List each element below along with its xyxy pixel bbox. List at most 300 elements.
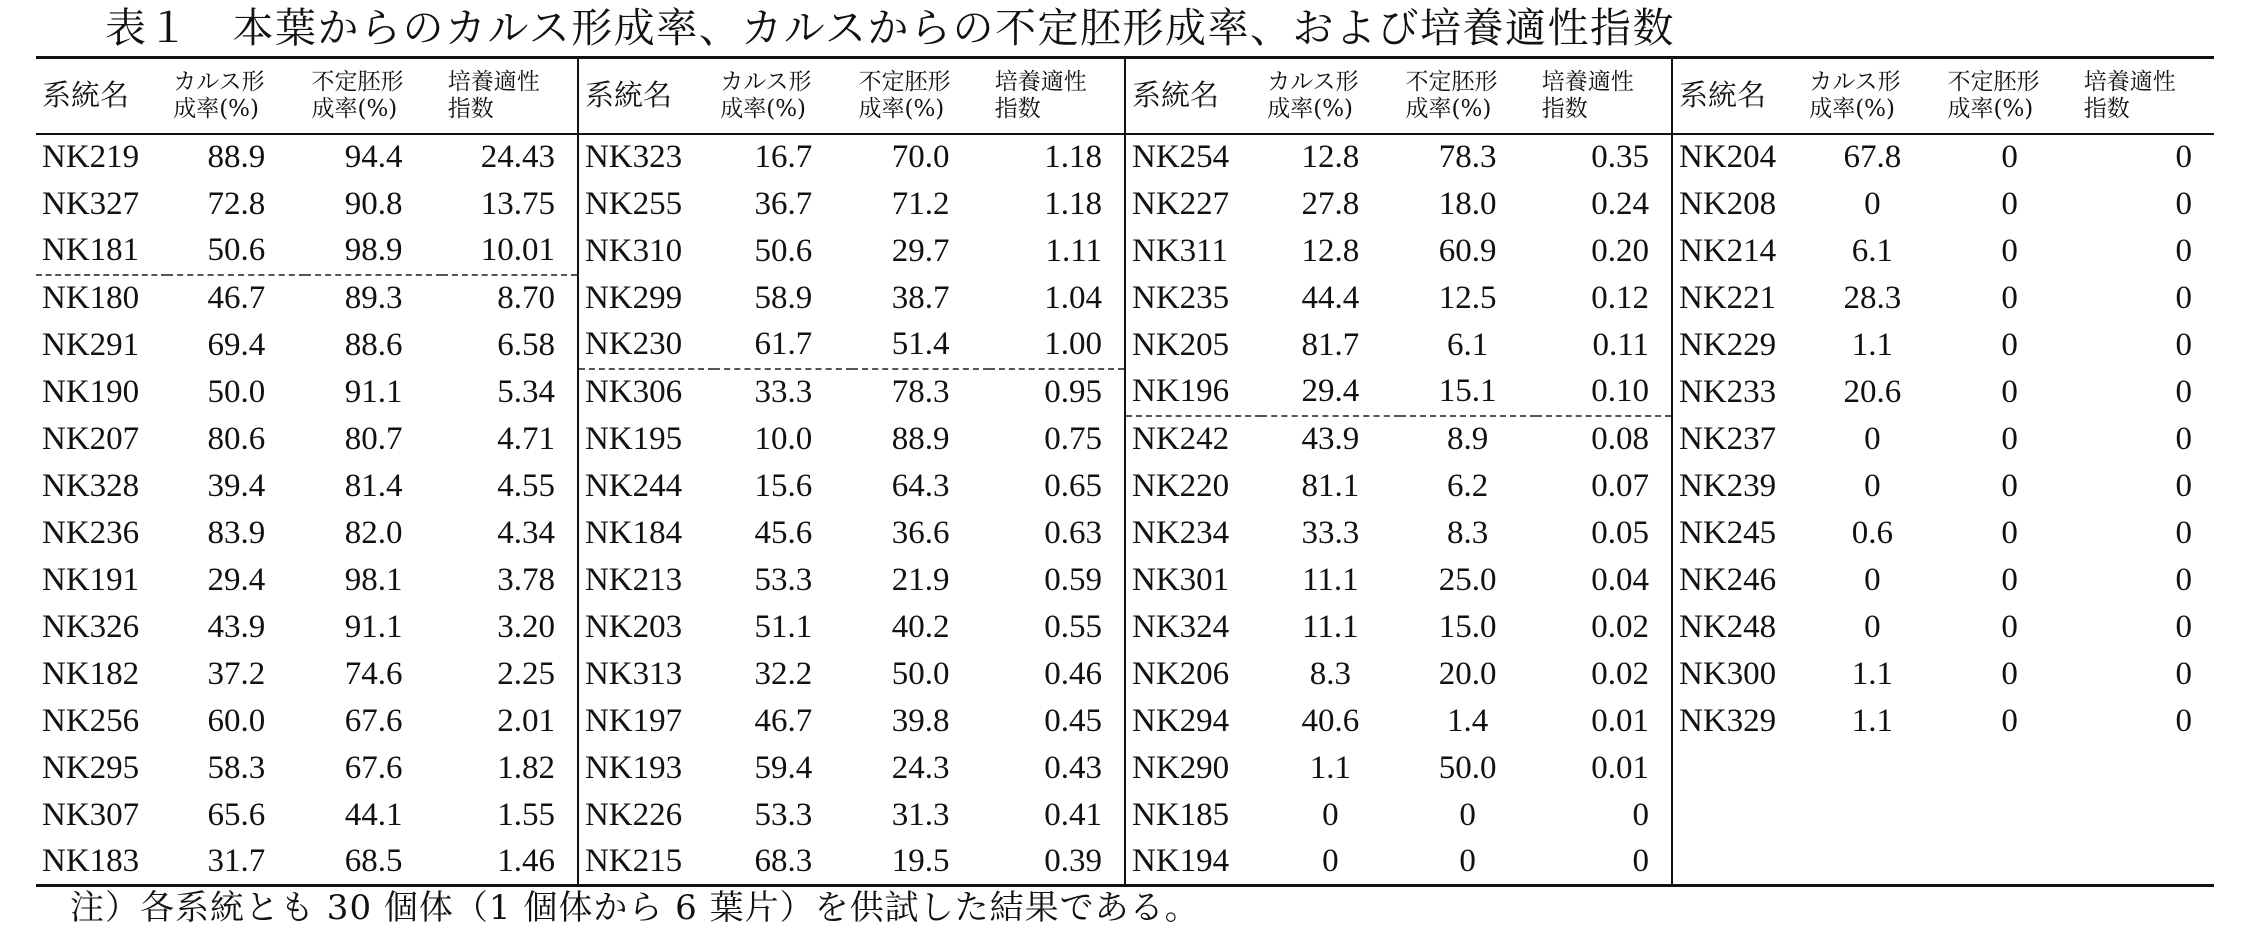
table-row xyxy=(36,369,2214,416)
table-row xyxy=(36,134,2214,181)
header-line-name: 系統名 xyxy=(578,58,714,134)
cell-line-name: NK310 xyxy=(578,228,714,275)
cell-embryo-rate: 31.3 xyxy=(891,796,950,833)
table-row xyxy=(36,463,2214,510)
cell-culture-index: 0.01 xyxy=(1591,749,1649,786)
cell-culture-index: 0 xyxy=(2175,561,2192,598)
cell-callus-rate: 16.7 xyxy=(754,139,813,175)
cell-callus-rate: 29.4 xyxy=(1261,369,1399,416)
cell-embryo-rate: 88.6 xyxy=(344,326,403,363)
cell-embryo-rate: 12.5 xyxy=(1438,279,1497,316)
cell-culture-index: 0.46 xyxy=(1044,655,1102,692)
cell-line-name: NK255 xyxy=(578,181,714,228)
header-culture-index xyxy=(1536,58,1672,134)
cell-line-name: NK290 xyxy=(1125,745,1261,792)
cell-culture-index: 0.02 xyxy=(1591,608,1649,645)
cell-embryo-rate: 25.0 xyxy=(1438,561,1497,598)
cell-culture-index: 0.35 xyxy=(1591,139,1649,175)
cell-callus-rate: 0 xyxy=(1864,420,1881,457)
cell-embryo-rate: 64.3 xyxy=(891,467,950,504)
cell-line-name: NK246 xyxy=(1672,557,1803,604)
table-row xyxy=(36,322,2214,369)
cell-callus-rate: 0 xyxy=(1322,842,1339,879)
cell-callus-rate: 0 xyxy=(1864,608,1881,645)
cell-embryo-rate: 82.0 xyxy=(344,514,403,551)
cell-culture-index: 0.20 xyxy=(1591,232,1649,269)
cell-culture-index: 10.01 xyxy=(442,228,578,275)
header-culture-index-line1: 培養適性 xyxy=(994,68,1087,95)
cell-line-name: NK299 xyxy=(578,275,714,322)
cell-embryo-rate: 98.1 xyxy=(344,561,403,598)
cell-callus-rate: 10.0 xyxy=(754,420,813,457)
cell-line-name: NK229 xyxy=(1672,322,1803,369)
cell-line-name: NK235 xyxy=(1125,275,1261,322)
cell-line-name: NK326 xyxy=(42,608,140,645)
cell-line-name: NK213 xyxy=(578,557,714,604)
cell-embryo-rate: 18.0 xyxy=(1438,185,1497,222)
cell-embryo-rate: 38.7 xyxy=(891,279,950,316)
cell-embryo-rate: 8.3 xyxy=(1447,514,1489,551)
table-row xyxy=(36,745,2214,792)
cell-line-name: NK226 xyxy=(578,792,714,839)
cell-callus-rate: 72.8 xyxy=(207,185,266,222)
cell-line-name: NK324 xyxy=(1125,604,1261,651)
cell-culture-index: 2.25 xyxy=(497,655,555,692)
cell-embryo-rate xyxy=(1941,792,2077,839)
header-line-name: 系統名 xyxy=(1125,58,1261,134)
cell-line-name xyxy=(1672,839,1803,886)
cell-culture-index xyxy=(2078,792,2214,839)
cell-callus-rate: 27.8 xyxy=(1301,185,1360,222)
cell-callus-rate: 51.1 xyxy=(754,608,813,645)
cell-embryo-rate: 67.6 xyxy=(344,749,403,786)
header-culture-index xyxy=(2078,58,2214,134)
cell-line-name: NK183 xyxy=(42,842,140,879)
cell-culture-index: 5.34 xyxy=(497,373,555,410)
header-culture-index xyxy=(989,58,1125,134)
cell-culture-index: 0 xyxy=(2175,655,2192,692)
header-callus-rate-line2: 成率(%) xyxy=(1267,95,1354,122)
table-row xyxy=(36,228,2214,275)
cell-line-name: NK227 xyxy=(1125,181,1261,228)
table-row xyxy=(36,510,2214,557)
cell-culture-index: 0.01 xyxy=(1591,702,1649,739)
cell-culture-index: 4.34 xyxy=(497,514,555,551)
cell-line-name: NK328 xyxy=(42,467,140,504)
cell-line-name: NK203 xyxy=(578,604,714,651)
cell-callus-rate xyxy=(1803,745,1941,792)
cell-culture-index: 0 xyxy=(2175,185,2192,222)
cell-culture-index: 3.20 xyxy=(497,608,555,645)
cell-embryo-rate: 70.0 xyxy=(891,139,950,175)
cell-line-name: NK230 xyxy=(578,322,714,369)
header-callus-rate-line1: カルス形 xyxy=(173,68,265,95)
table-row xyxy=(36,792,2214,839)
cell-line-name: NK191 xyxy=(42,561,140,598)
cell-culture-index: 1.18 xyxy=(1044,139,1102,175)
cell-callus-rate: 39.4 xyxy=(207,467,266,504)
cell-callus-rate: 88.9 xyxy=(207,139,266,175)
cell-embryo-rate: 1.4 xyxy=(1447,702,1489,739)
cell-embryo-rate: 29.7 xyxy=(891,232,950,269)
cell-callus-rate: 1.1 xyxy=(1851,326,1893,363)
cell-culture-index: 0.12 xyxy=(1591,279,1649,316)
cell-embryo-rate: 0 xyxy=(2001,514,2018,551)
cell-embryo-rate: 74.6 xyxy=(344,655,403,692)
cell-culture-index: 0 xyxy=(2175,467,2192,504)
cell-line-name: NK239 xyxy=(1672,463,1803,510)
header-embryo-rate-line1: 不定胚形 xyxy=(311,68,404,95)
cell-callus-rate: 83.9 xyxy=(207,514,266,551)
cell-embryo-rate: 90.8 xyxy=(344,185,403,222)
cell-callus-rate: 11.1 xyxy=(1302,561,1359,598)
table-title: 表１ 本葉からのカルス形成率、カルスからの不定胚形成率、および培養適性指数 xyxy=(105,4,1676,52)
cell-line-name: NK214 xyxy=(1672,228,1803,275)
cell-line-name: NK234 xyxy=(1125,510,1261,557)
table-row xyxy=(36,557,2214,604)
cell-embryo-rate: 94.4 xyxy=(344,139,403,175)
table-row xyxy=(36,416,2214,463)
cell-callus-rate: 0 xyxy=(1864,185,1881,222)
table-row xyxy=(36,275,2214,322)
cell-embryo-rate: 0 xyxy=(2001,373,2018,410)
cell-callus-rate: 28.3 xyxy=(1843,279,1902,316)
cell-culture-index: 0.45 xyxy=(1044,702,1102,739)
cell-callus-rate xyxy=(1803,839,1941,886)
cell-embryo-rate: 8.9 xyxy=(1447,421,1489,457)
cell-culture-index xyxy=(2078,745,2214,792)
cell-callus-rate: 15.6 xyxy=(754,467,813,504)
cell-callus-rate: 65.6 xyxy=(207,796,266,833)
cell-line-name: NK307 xyxy=(42,796,140,833)
header-embryo-rate-line1: 不定胚形 xyxy=(858,68,951,95)
cell-embryo-rate: 60.9 xyxy=(1438,232,1497,269)
cell-culture-index: 0.55 xyxy=(1044,608,1102,645)
cell-embryo-rate: 0 xyxy=(1459,842,1476,879)
cell-embryo-rate: 91.1 xyxy=(344,373,403,410)
cell-culture-index xyxy=(2078,839,2214,886)
cell-callus-rate xyxy=(1803,792,1941,839)
header-culture-index-line2: 指数 xyxy=(994,95,1041,122)
cell-callus-rate: 1.1 xyxy=(1851,702,1893,739)
cell-callus-rate: 12.8 xyxy=(1301,232,1360,269)
cell-embryo-rate: 71.2 xyxy=(891,185,950,222)
header-embryo-rate xyxy=(305,58,441,134)
cell-callus-rate: 33.3 xyxy=(754,374,813,410)
cell-line-name: NK205 xyxy=(1125,322,1261,369)
cell-line-name: NK184 xyxy=(578,510,714,557)
cell-culture-index: 0.75 xyxy=(1044,420,1102,457)
cell-culture-index: 0.41 xyxy=(1044,796,1102,833)
header-line-name: 系統名 xyxy=(42,78,130,113)
cell-callus-rate: 68.3 xyxy=(754,842,813,879)
cell-callus-rate: 50.0 xyxy=(207,373,266,410)
cell-callus-rate: 46.7 xyxy=(754,702,813,739)
cell-callus-rate: 29.4 xyxy=(207,561,266,598)
cell-embryo-rate: 20.0 xyxy=(1438,655,1497,692)
cell-callus-rate: 58.3 xyxy=(207,749,266,786)
cell-embryo-rate: 19.5 xyxy=(891,842,950,879)
cell-callus-rate: 36.7 xyxy=(754,185,813,222)
cell-line-name: NK204 xyxy=(1672,134,1803,181)
cell-culture-index: 0 xyxy=(1632,842,1649,879)
cell-callus-rate: 50.6 xyxy=(754,232,813,269)
cell-line-name: NK190 xyxy=(42,373,140,410)
cell-line-name: NK291 xyxy=(42,326,140,363)
cell-line-name: NK295 xyxy=(42,749,140,786)
cell-embryo-rate: 50.0 xyxy=(891,655,950,692)
cell-embryo-rate: 0 xyxy=(2001,608,2018,645)
header-culture-index-line2: 指数 xyxy=(447,95,494,122)
cell-culture-index: 8.70 xyxy=(497,280,555,316)
cell-callus-rate: 11.1 xyxy=(1302,608,1359,645)
cell-callus-rate: 60.0 xyxy=(207,702,266,739)
cell-culture-index: 6.58 xyxy=(497,326,555,363)
header-embryo-rate-line2: 成率(%) xyxy=(1405,95,1492,122)
cell-callus-rate: 69.4 xyxy=(207,326,266,363)
table-row xyxy=(36,698,2214,745)
cell-callus-rate: 67.8 xyxy=(1843,139,1902,175)
cell-embryo-rate xyxy=(1941,839,2077,886)
cell-culture-index: 0.08 xyxy=(1591,421,1649,457)
cell-culture-index: 3.78 xyxy=(497,561,555,598)
cell-culture-index: 0.24 xyxy=(1591,185,1649,222)
cell-culture-index: 0 xyxy=(2175,702,2192,739)
cell-embryo-rate: 21.9 xyxy=(891,561,950,598)
header-embryo-rate-line1: 不定胚形 xyxy=(1947,68,2040,95)
cell-line-name xyxy=(1672,792,1803,839)
cell-embryo-rate: 0 xyxy=(2001,279,2018,316)
cell-culture-index: 1.46 xyxy=(497,842,555,879)
header-callus-rate xyxy=(714,58,852,134)
cell-callus-rate: 80.6 xyxy=(207,420,266,457)
cell-line-name: NK194 xyxy=(1125,839,1261,886)
cell-callus-rate: 44.4 xyxy=(1301,279,1360,316)
cell-embryo-rate: 40.2 xyxy=(891,608,950,645)
cell-callus-rate: 81.7 xyxy=(1301,326,1360,363)
cell-callus-rate: 31.7 xyxy=(207,842,266,879)
cell-callus-rate: 8.3 xyxy=(1309,655,1351,692)
cell-embryo-rate: 78.3 xyxy=(1438,139,1497,175)
cell-embryo-rate: 98.9 xyxy=(305,228,441,275)
header-callus-rate xyxy=(1261,58,1399,134)
cell-callus-rate: 43.9 xyxy=(1301,421,1360,457)
cell-embryo-rate: 80.7 xyxy=(344,420,403,457)
cell-line-name: NK208 xyxy=(1672,181,1803,228)
cell-culture-index: 0.10 xyxy=(1536,369,1672,416)
cell-callus-rate: 0 xyxy=(1322,796,1339,833)
cell-line-name: NK327 xyxy=(42,185,140,222)
cell-culture-index: 0.04 xyxy=(1591,561,1649,598)
cell-embryo-rate: 0 xyxy=(2001,232,2018,269)
cell-callus-rate: 0.6 xyxy=(1851,514,1893,551)
header-embryo-rate-line2: 成率(%) xyxy=(311,95,398,122)
cell-line-name: NK245 xyxy=(1672,510,1803,557)
cell-line-name: NK197 xyxy=(578,698,714,745)
cell-culture-index: 0.02 xyxy=(1591,655,1649,692)
cell-culture-index: 13.75 xyxy=(480,185,555,222)
cell-culture-index: 0.07 xyxy=(1591,467,1649,504)
cell-line-name: NK311 xyxy=(1125,228,1261,275)
cell-embryo-rate: 81.4 xyxy=(344,467,403,504)
table-row xyxy=(36,604,2214,651)
cell-culture-index: 1.00 xyxy=(989,322,1125,369)
cell-culture-index: 0 xyxy=(1632,796,1649,833)
cell-line-name: NK181 xyxy=(36,228,167,275)
cell-culture-index: 1.04 xyxy=(1044,279,1102,316)
cell-embryo-rate: 67.6 xyxy=(344,702,403,739)
cell-callus-rate: 40.6 xyxy=(1301,702,1360,739)
cell-culture-index: 0.43 xyxy=(1044,749,1102,786)
cell-line-name: NK207 xyxy=(42,420,140,457)
header-callus-rate-line1: カルス形 xyxy=(1809,68,1901,95)
header-embryo-rate-line2: 成率(%) xyxy=(858,95,945,122)
cell-line-name: NK237 xyxy=(1672,416,1803,463)
cell-culture-index: 1.11 xyxy=(1045,232,1102,269)
cell-embryo-rate: 89.3 xyxy=(344,280,403,316)
cell-embryo-rate: 36.6 xyxy=(891,514,950,551)
cell-line-name xyxy=(1672,745,1803,792)
cell-line-name: NK294 xyxy=(1125,698,1261,745)
cell-culture-index: 0.11 xyxy=(1592,326,1649,363)
cell-embryo-rate: 0 xyxy=(2001,702,2018,739)
header-embryo-rate xyxy=(852,58,988,134)
cell-callus-rate: 33.3 xyxy=(1301,514,1360,551)
table-row xyxy=(36,181,2214,228)
cell-culture-index: 0 xyxy=(2175,279,2192,316)
cell-embryo-rate: 6.2 xyxy=(1447,467,1489,504)
header-callus-rate-line2: 成率(%) xyxy=(173,95,260,122)
cell-line-name: NK206 xyxy=(1125,651,1261,698)
cell-line-name: NK233 xyxy=(1672,369,1803,416)
cell-line-name: NK329 xyxy=(1672,698,1803,745)
cell-callus-rate: 1.1 xyxy=(1309,749,1351,786)
header-embryo-rate xyxy=(1941,58,2077,134)
cell-embryo-rate: 68.5 xyxy=(344,842,403,879)
cell-embryo-rate: 0 xyxy=(2001,561,2018,598)
cell-line-name: NK185 xyxy=(1125,792,1261,839)
cell-line-name: NK180 xyxy=(42,280,140,316)
cell-embryo-rate: 0 xyxy=(2001,467,2018,504)
cell-culture-index: 0.63 xyxy=(1044,514,1102,551)
header-callus-rate-line2: 成率(%) xyxy=(1809,95,1896,122)
cell-line-name: NK300 xyxy=(1672,651,1803,698)
table-row xyxy=(36,651,2214,698)
cell-line-name: NK244 xyxy=(578,463,714,510)
header-culture-index-line1: 培養適性 xyxy=(447,68,540,95)
cell-callus-rate: 81.1 xyxy=(1301,467,1360,504)
cell-embryo-rate: 0 xyxy=(2001,420,2018,457)
header-embryo-rate xyxy=(1400,58,1536,134)
cell-line-name: NK221 xyxy=(1672,275,1803,322)
cell-callus-rate: 59.4 xyxy=(754,749,813,786)
cell-callus-rate: 58.9 xyxy=(754,279,813,316)
cell-culture-index: 0 xyxy=(2175,139,2192,175)
cell-culture-index: 2.01 xyxy=(497,702,555,739)
cell-callus-rate: 37.2 xyxy=(207,655,266,692)
cell-culture-index: 0 xyxy=(2175,514,2192,551)
cell-embryo-rate: 51.4 xyxy=(852,322,988,369)
cell-line-name: NK306 xyxy=(578,369,714,416)
cell-culture-index: 0 xyxy=(2175,232,2192,269)
cell-embryo-rate: 44.1 xyxy=(344,796,403,833)
cell-callus-rate: 0 xyxy=(1864,467,1881,504)
cell-line-name: NK236 xyxy=(42,514,140,551)
cell-callus-rate: 53.3 xyxy=(754,561,813,598)
cell-callus-rate: 6.1 xyxy=(1851,232,1893,269)
cell-callus-rate: 61.7 xyxy=(714,322,852,369)
cell-line-name: NK219 xyxy=(42,139,140,175)
cell-embryo-rate: 0 xyxy=(1459,796,1476,833)
cell-culture-index: 1.82 xyxy=(497,749,555,786)
cell-culture-index: 1.55 xyxy=(497,796,555,833)
cell-culture-index: 0.59 xyxy=(1044,561,1102,598)
cell-callus-rate: 50.6 xyxy=(167,228,305,275)
header-callus-rate-line1: カルス形 xyxy=(1267,68,1359,95)
cell-culture-index: 0.65 xyxy=(1044,467,1102,504)
header-callus-rate xyxy=(1803,58,1941,134)
table-header xyxy=(36,58,2214,134)
table-footnote: 注）各系統とも 30 個体（1 個体から 6 葉片）を供試した結果である。 xyxy=(70,888,1200,928)
cell-line-name: NK248 xyxy=(1672,604,1803,651)
cell-line-name: NK313 xyxy=(578,651,714,698)
header-culture-index-line1: 培養適性 xyxy=(2083,68,2176,95)
cell-line-name: NK195 xyxy=(578,416,714,463)
data-table-container xyxy=(36,56,2214,887)
cell-callus-rate: 1.1 xyxy=(1851,655,1893,692)
header-line-name: 系統名 xyxy=(1672,58,1803,134)
cell-embryo-rate: 15.0 xyxy=(1438,608,1497,645)
cell-embryo-rate: 15.1 xyxy=(1400,369,1536,416)
data-table xyxy=(36,56,2214,887)
cell-embryo-rate: 91.1 xyxy=(344,608,403,645)
cell-line-name: NK301 xyxy=(1125,557,1261,604)
cell-callus-rate: 45.6 xyxy=(754,514,813,551)
cell-line-name: NK254 xyxy=(1125,134,1261,181)
table-row xyxy=(36,839,2214,886)
cell-culture-index: 1.18 xyxy=(1044,185,1102,222)
cell-embryo-rate: 6.1 xyxy=(1447,326,1489,363)
cell-embryo-rate: 78.3 xyxy=(891,374,950,410)
cell-line-name: NK242 xyxy=(1125,416,1261,463)
cell-embryo-rate: 0 xyxy=(2001,185,2018,222)
cell-callus-rate: 20.6 xyxy=(1843,373,1902,410)
cell-culture-index: 0 xyxy=(2175,608,2192,645)
cell-embryo-rate: 0 xyxy=(2001,326,2018,363)
header-culture-index-line2: 指数 xyxy=(1541,95,1588,122)
cell-embryo-rate: 39.8 xyxy=(891,702,950,739)
header-embryo-rate-line2: 成率(%) xyxy=(1947,95,2034,122)
cell-line-name: NK193 xyxy=(578,745,714,792)
header-callus-rate-line2: 成率(%) xyxy=(720,95,807,122)
cell-culture-index: 0.05 xyxy=(1591,514,1649,551)
cell-culture-index: 0.95 xyxy=(1044,374,1102,410)
table-body xyxy=(36,134,2214,886)
cell-embryo-rate xyxy=(1941,745,2077,792)
cell-culture-index: 0.39 xyxy=(1044,842,1102,879)
cell-line-name: NK220 xyxy=(1125,463,1261,510)
cell-culture-index: 4.71 xyxy=(497,420,555,457)
cell-callus-rate: 32.2 xyxy=(754,655,813,692)
header-callus-rate-line1: カルス形 xyxy=(720,68,812,95)
cell-culture-index: 0 xyxy=(2175,373,2192,410)
cell-line-name: NK323 xyxy=(578,134,714,181)
cell-callus-rate: 0 xyxy=(1864,561,1881,598)
cell-culture-index: 24.43 xyxy=(480,139,555,175)
cell-culture-index: 4.55 xyxy=(497,467,555,504)
cell-embryo-rate: 50.0 xyxy=(1438,749,1497,786)
header-culture-index-line2: 指数 xyxy=(2083,95,2130,122)
